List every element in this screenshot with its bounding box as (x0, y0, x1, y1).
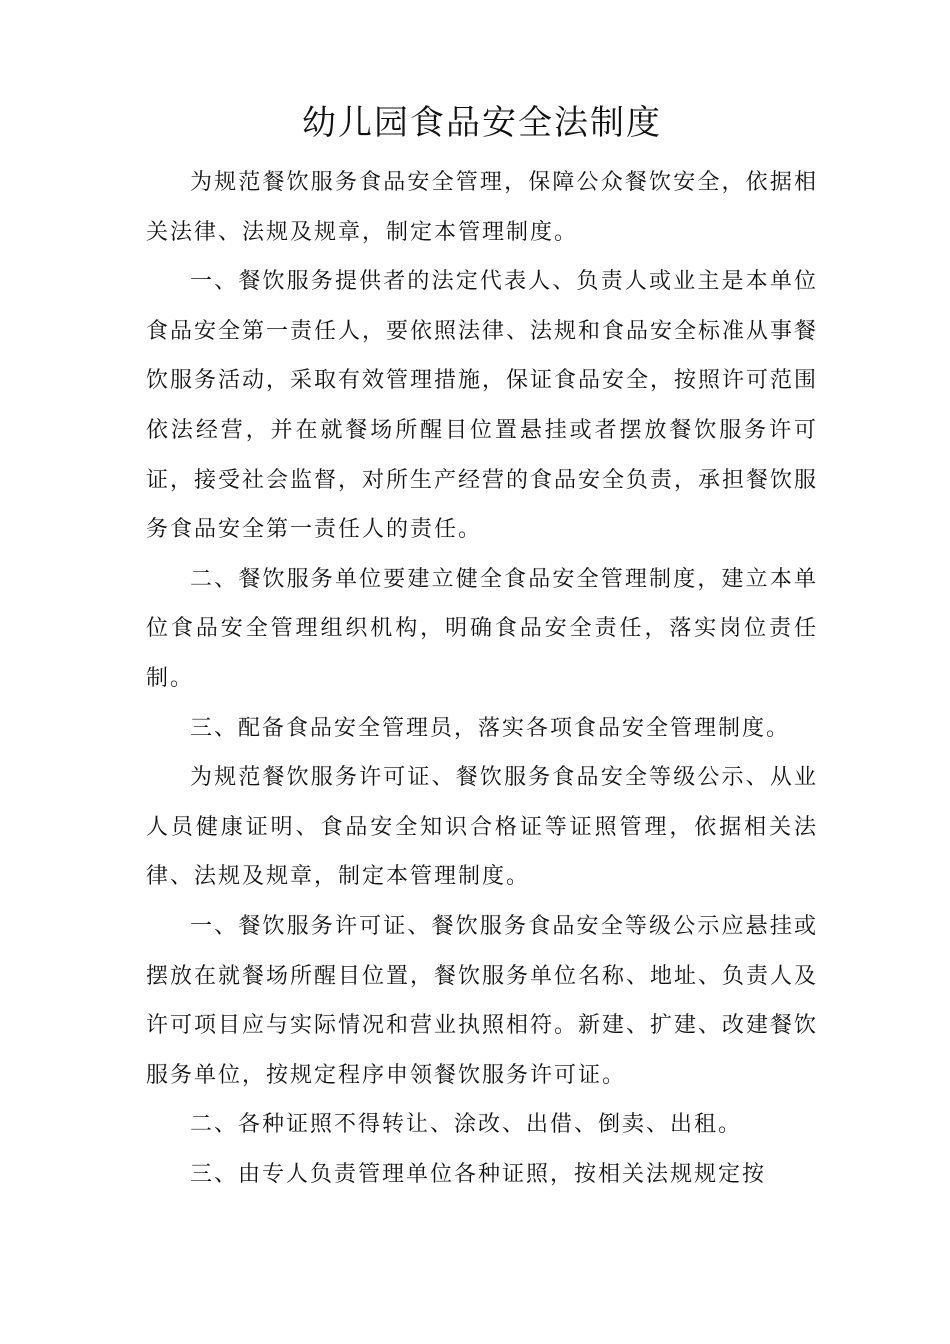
document-body (146, 94, 818, 1199)
paragraph-clause-1: 一、餐饮服务提供者的法定代表人、负责人或业主是本单位食品安全第一责任人，要依照法律、法规和食品安全标准从事餐饮服务活动，采取有效管理措施，保证食品安全，按照许可范围依法经营，并在就餐场所醒目位置悬挂或者摆放餐饮服务许可证，接受社会监督，对所生产经营的食品安全负责，承担餐饮服务食品安全第一责任人的责任。 (146, 269, 819, 543)
paragraph-license-clause-3: 三、由专人负责管理单位各种证照，按相关法规规定按 (190, 1161, 767, 1187)
paragraph-license-clause-2: 二、各种证照不得转让、涂改、出借、倒卖、出租。 (190, 1112, 743, 1138)
paragraph-preamble-1: 为规范餐饮服务食品安全管理，保障公众餐饮安全，依据相关法律、法规及规章，制定本管理制度。 (146, 170, 818, 245)
paragraph-preamble-2: 为规范餐饮服务许可证、餐饮服务食品安全等级公示、从业人员健康证明、食品安全知识合格证等证照管理，依据相关法律、法规及规章，制定本管理制度。 (146, 765, 818, 890)
paragraph-license-clause-1: 一、餐饮服务许可证、餐饮服务食品安全等级公示应悬挂或摆放在就餐场所醒目位置，餐饮服务单位名称、地址、负责人及许可项目应与实际情况和营业执照相符。新建、扩建、改建餐饮服务单位，按规定程序申领餐饮服务许可证。 (146, 913, 819, 1088)
document-title: 幼儿园食品安全法制度 (302, 103, 662, 143)
paragraph-clause-3: 三、配备食品安全管理员，落实各项食品安全管理制度。 (190, 715, 791, 741)
paragraph-clause-2: 二、餐饮服务单位要建立健全食品安全管理制度，建立本单位食品安全管理组织机构，明确食品安全责任，落实岗位责任制。 (146, 566, 818, 691)
